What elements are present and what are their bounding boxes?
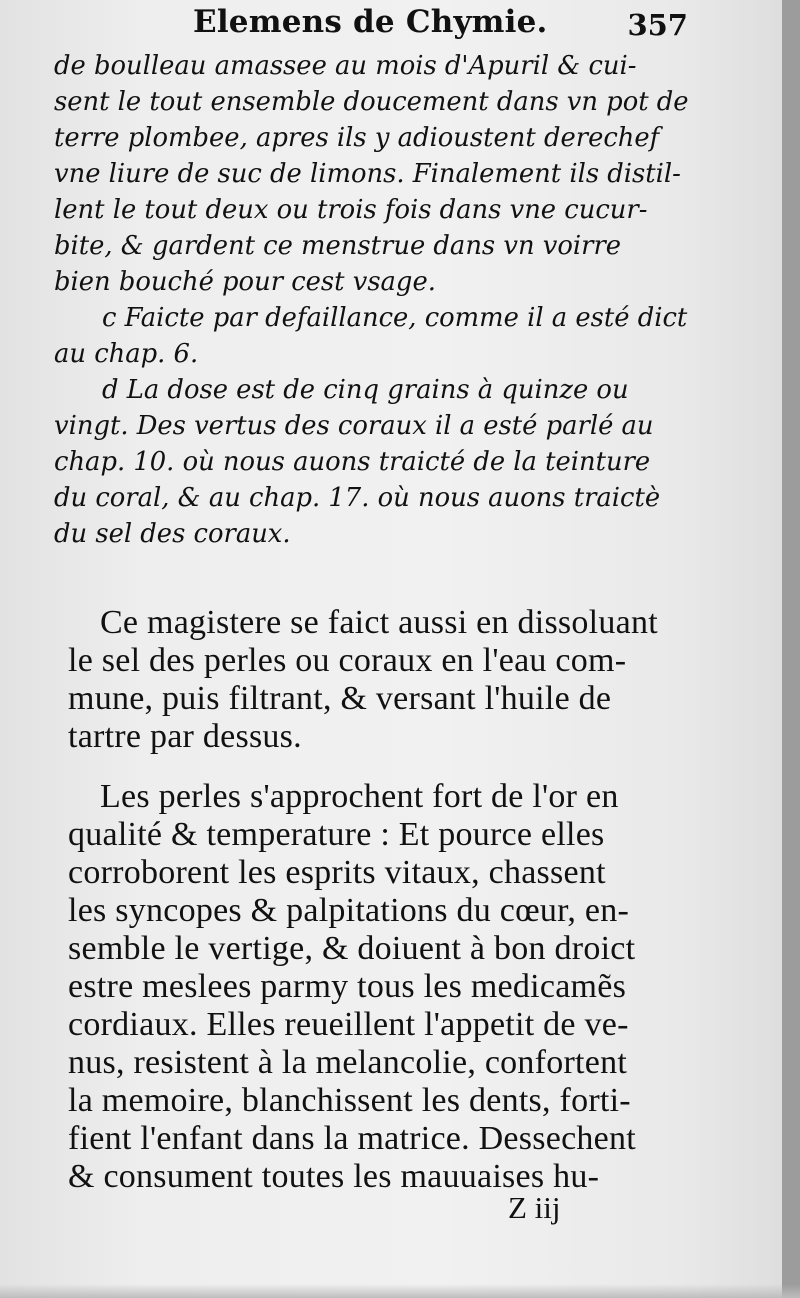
- paragraph-line: cordiaux. Elles reueillent l'appetit de ve-: [68, 1006, 629, 1043]
- paragraph-line: corroborent les esprits vitaux, chassent: [68, 854, 606, 891]
- text-line: bien bouché pour cest vsage.: [54, 267, 436, 297]
- page-gutter: [782, 0, 800, 1298]
- text-line: lent le tout deux ou trois fois dans vne cucur-: [54, 195, 648, 225]
- text-line: du coral, & au chap. 17. où nous auons traictè: [54, 483, 661, 513]
- text-line: vingt. Des vertus des coraux il a esté parlé au: [54, 411, 654, 441]
- text-line: chap. 10. où nous auons traicté de la teinture: [54, 447, 651, 477]
- text-line: sent le tout ensemble doucement dans vn pot de: [54, 87, 689, 117]
- paragraph-line: Ce magistere se faict aussi en dissoluant: [100, 604, 658, 641]
- text-line: de boulleau amassee au mois d'Apuril & cui-: [54, 51, 637, 81]
- paragraph-line: tartre par dessus.: [68, 718, 302, 755]
- paragraph-line: estre meslees parmy tous les medicamẽs: [68, 968, 627, 1005]
- paragraph-line: Les perles s'approchent fort de l'or en: [100, 778, 619, 815]
- text-line: terre plombee, apres ils y adioustent derechef: [54, 123, 660, 153]
- paragraph-gap: [68, 756, 688, 778]
- text-line: bite, & gardent ce menstrue dans vn voirre: [54, 231, 622, 261]
- paragraph-line: semble le vertige, & doiuent à bon droict: [68, 930, 636, 967]
- text-line: vne liure de suc de limons. Finalement ils distil-: [54, 159, 681, 189]
- page-bottom-shadow: [0, 1284, 800, 1298]
- paragraph-line: le sel des perles ou coraux en l'eau com-: [68, 642, 627, 679]
- note-d-line: d La dose est de cinq grains à quinze ou: [102, 375, 629, 405]
- note-c-line: c Faicte par defaillance, comme il a esté dict: [102, 303, 688, 333]
- page-number: 357: [627, 8, 688, 42]
- paragraph-line: les syncopes & palpitations du cœur, en-: [68, 892, 630, 929]
- text-line: du sel des coraux.: [54, 519, 291, 549]
- signature-mark: Z iij: [508, 1190, 561, 1225]
- main-text: [68, 604, 688, 1196]
- paragraph-line: & consument toutes les mauuaises hu-: [68, 1158, 600, 1195]
- paragraph-line: qualité & temperature : Et pource elles: [68, 816, 605, 853]
- paragraph-line: nus, resistent à la melancolie, confortent: [68, 1044, 628, 1081]
- paragraph-line: la memoire, blanchissent les dents, forti-: [68, 1082, 631, 1119]
- running-header: Elemens de Chymie.: [193, 4, 548, 40]
- text-line: au chap. 6.: [54, 339, 199, 369]
- italic-commentary: [54, 48, 689, 552]
- paragraph-line: fient l'enfant dans la matrice. Dessechent: [68, 1120, 636, 1157]
- paragraph-line: mune, puis filtrant, & versant l'huile de: [68, 680, 612, 717]
